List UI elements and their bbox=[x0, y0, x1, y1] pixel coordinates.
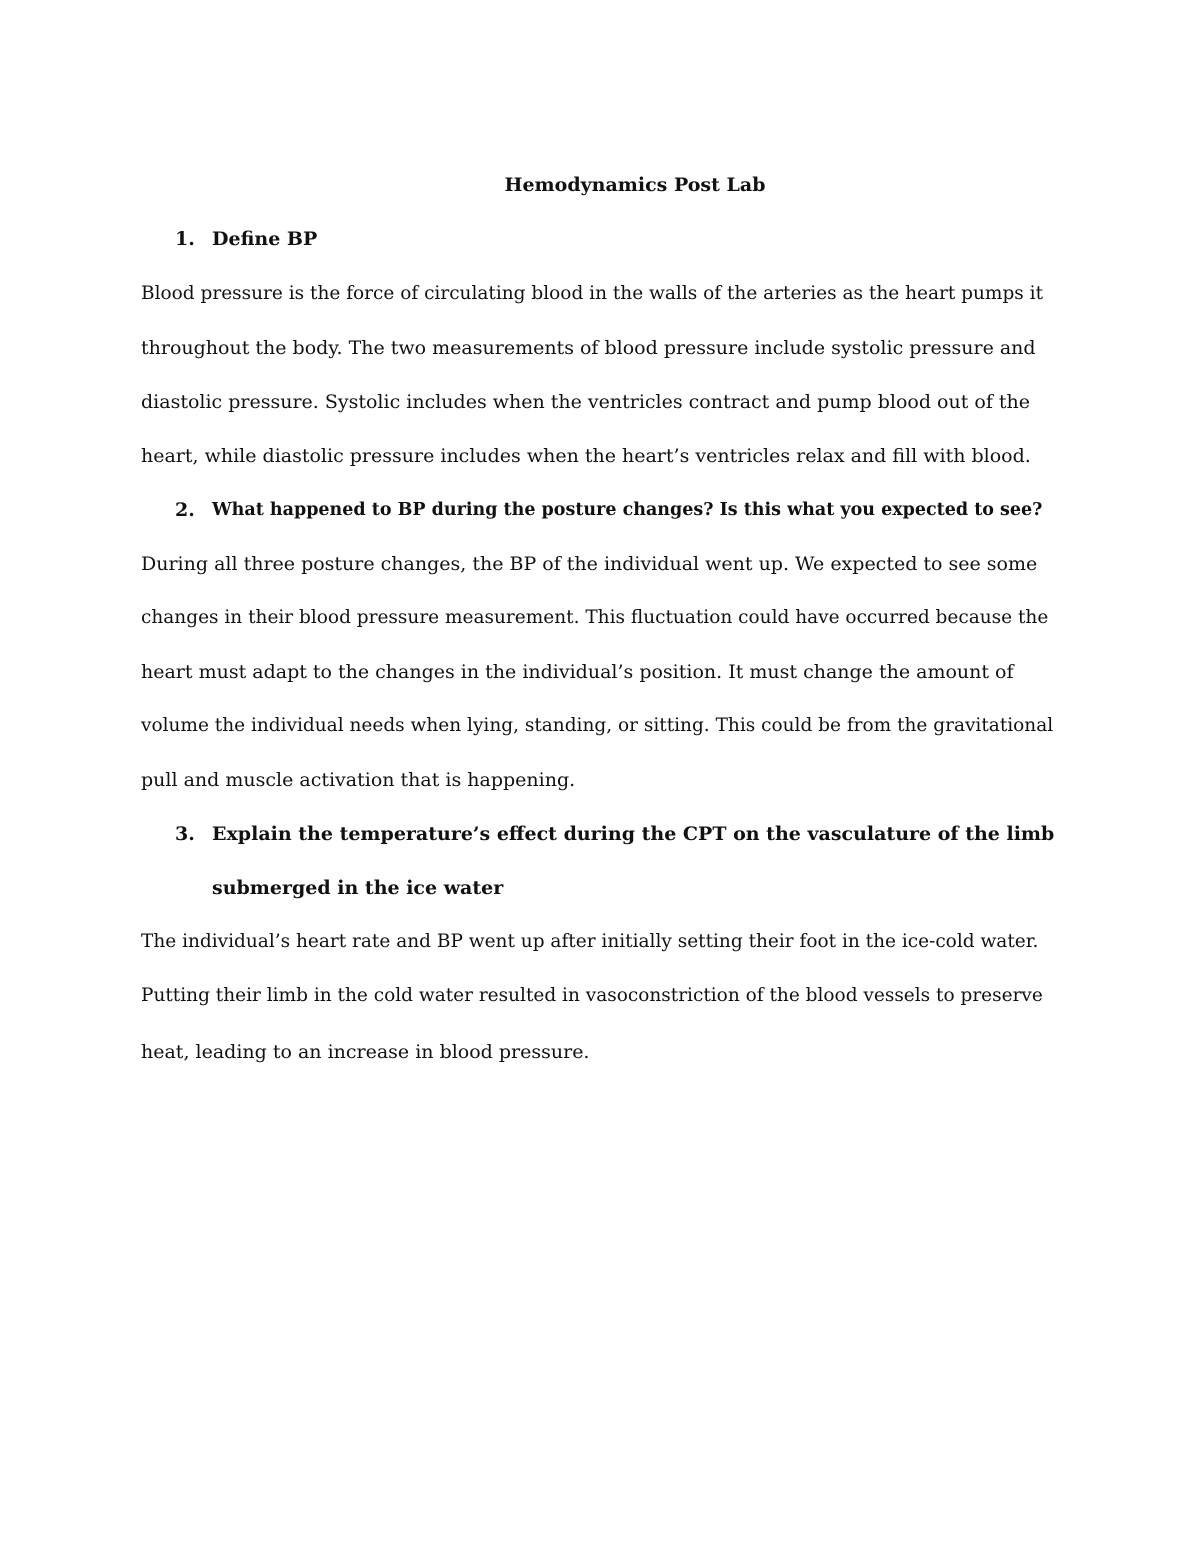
answer-3-line-2: Putting their limb in the cold water resulted in vasoconstriction of the blood vessels to preserve bbox=[141, 985, 1043, 1006]
answer-2-line-4: volume the individual needs when lying, standing, or sitting. This could be from the gravitational bbox=[141, 715, 1054, 736]
answer-1-line-2: throughout the body. The two measurements of blood pressure include systolic pressure and bbox=[141, 337, 1036, 359]
answer-1-line-1: Blood pressure is the force of circulating blood in the walls of the arteries as the heart pumps it bbox=[141, 283, 1044, 304]
question-3-number: 3. bbox=[175, 823, 195, 845]
question-2-text: What happened to BP during the posture changes? Is this what you expected to see? bbox=[212, 500, 1043, 520]
answer-2-line-1: During all three posture changes, the BP of the individual went up. We expected to see some bbox=[141, 553, 1038, 575]
question-1-number: 1. bbox=[175, 228, 195, 250]
answer-3-line-1: The individual’s heart rate and BP went up after initially setting their foot in the ice-cold water. bbox=[141, 931, 1039, 952]
question-2-number: 2. bbox=[175, 499, 195, 521]
question-3-text-line-2: submerged in the ice water bbox=[212, 877, 504, 899]
answer-1-line-4: heart, while diastolic pressure includes when the heart’s ventricles relax and fill with blood. bbox=[141, 445, 1031, 467]
question-3-text-line-1: Explain the temperature’s effect during the CPT on the vasculature of the limb bbox=[212, 823, 1055, 845]
answer-2-line-5: pull and muscle activation that is happening. bbox=[141, 769, 576, 791]
answer-2-line-2: changes in their blood pressure measurement. This fluctuation could have occurred because the bbox=[141, 607, 1049, 628]
answer-1-line-3: diastolic pressure. Systolic includes when the ventricles contract and pump blood out of the bbox=[141, 391, 1031, 413]
question-1-text: Define BP bbox=[212, 228, 318, 250]
document-title: Hemodynamics Post Lab bbox=[504, 174, 766, 196]
answer-2-line-3: heart must adapt to the changes in the individual’s position. It must change the amount of bbox=[141, 661, 1014, 683]
answer-3-line-3: heat, leading to an increase in blood pressure. bbox=[141, 1041, 590, 1063]
